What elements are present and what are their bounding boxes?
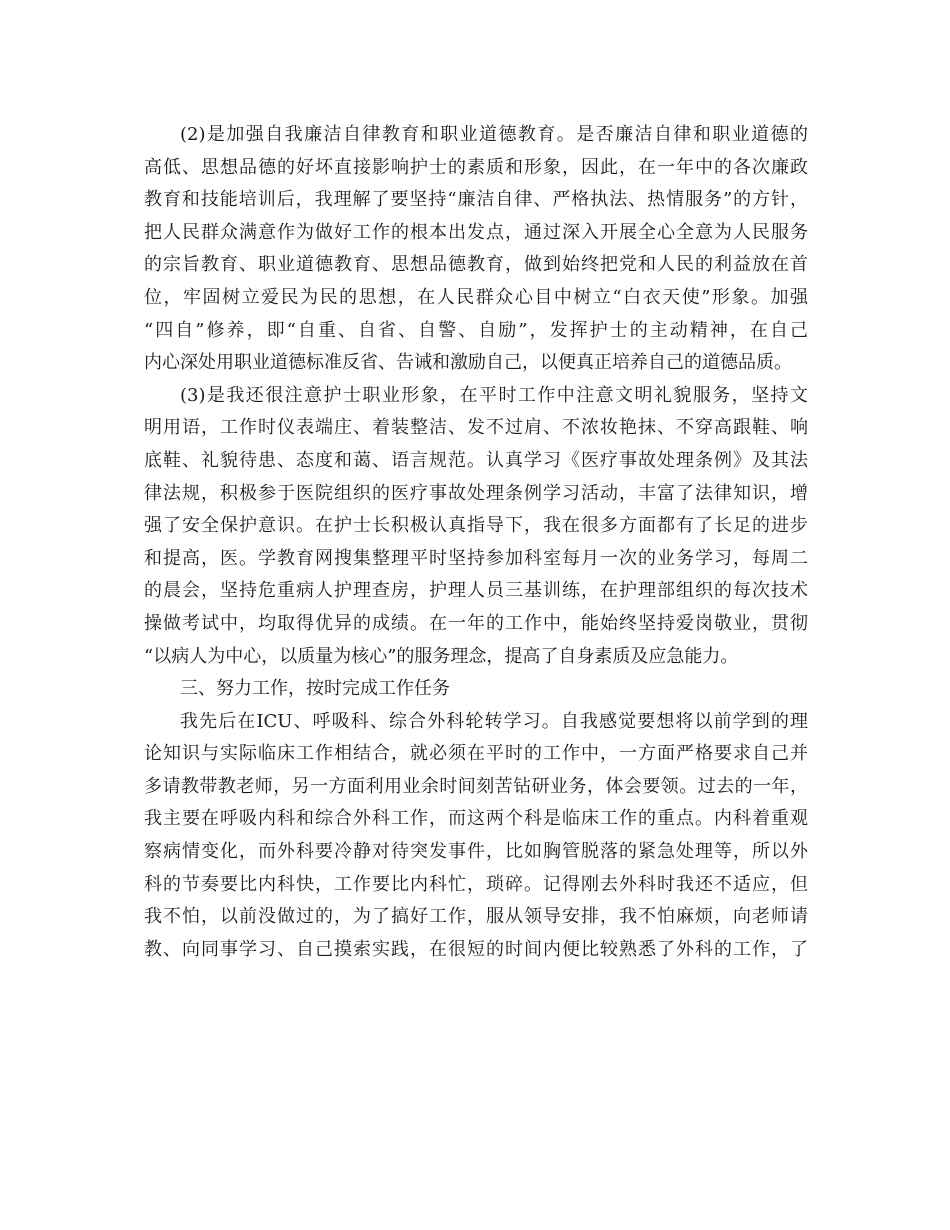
paragraph-3-line-8: 操做考试中，均取得优异的成绩。在一年的工作中，能始终坚持爱岗敬业，贯彻 [144, 612, 808, 634]
paragraph-2-line-4: 把人民群众满意作为做好工作的根本出发点，通过深入开展全心全意为人民服务 [144, 221, 808, 243]
paragraph-2-line-1: (2)是加强自我廉洁自律教育和职业道德教育。是否廉洁自律和职业道德的 [180, 124, 808, 145]
paragraph-2-line-8: 内心深处用职业道德标准反省、告诫和激励自己，以便真正培养自己的道德品质。 [144, 352, 792, 374]
paragraph-3-line-5: 强了安全保护意识。在护士长积极认真指导下，我在很多方面都有了长足的进步 [144, 515, 808, 537]
paragraph-4-line-7: 我不怕，以前没做过的，为了搞好工作，服从领导安排，我不怕麻烦，向老师请 [144, 906, 808, 928]
paragraph-4-line-3: 多请教带教老师，另一方面利用业余时间刻苦钻研业务，体会要领。过去的一年， [144, 775, 808, 797]
paragraph-3-line-9: “以病人为中心，以质量为核心”的服务理念，提高了自身素质及应急能力。 [144, 645, 739, 667]
paragraph-3-line-3: 底鞋、礼貌待患、态度和蔼、语言规范。认真学习《医疗事故处理条例》及其法 [144, 449, 808, 471]
paragraph-4-line-8: 教、向同事学习、自己摸索实践，在很短的时间内便比较熟悉了外科的工作，了 [144, 938, 808, 960]
paragraph-2-line-5: 的宗旨教育、职业道德教育、思想品德教育，做到始终把党和人民的利益放在首 [144, 254, 808, 276]
paragraph-3-line-7: 的晨会，坚持危重病人护理查房，护理人员三基训练，在护理部组织的每次技术 [144, 580, 808, 602]
paragraph-4-line-5: 察病情变化，而外科要冷静对待突发事件，比如胸管脱落的紧急处理等，所以外 [144, 841, 808, 863]
paragraph-2-line-2: 高低、思想品德的好坏直接影响护士的素质和形象，因此，在一年中的各次廉政 [144, 156, 808, 178]
paragraph-2-line-3: 教育和技能培训后，我理解了要坚持“廉洁自律、严格执法、热情服务”的方针， [144, 189, 808, 211]
paragraph-4-line-2: 论知识与实际临床工作相结合，就必须在平时的工作中，一方面严格要求自己并 [144, 743, 808, 765]
paragraph-2-line-6: 位，牢固树立爱民为民的思想，在人民群众心目中树立“白衣天使”形象。加强 [144, 286, 808, 308]
section-heading: 三、努力工作，按时完成工作任务 [180, 678, 450, 700]
paragraph-4-line-4: 我主要在呼吸内科和综合外科工作，而这两个科是临床工作的重点。内科着重观 [144, 808, 808, 830]
paragraph-4-line-1: 我先后在ICU、呼吸科、综合外科轮转学习。自我感觉要想将以前学到的理 [180, 710, 808, 732]
paragraph-4-line-6: 科的节奏要比内科快，工作要比内科忙，琐碎。记得刚去外科时我还不适应，但 [144, 873, 808, 895]
paragraph-3-line-4: 律法规，积极参于医院组织的医疗事故处理条例学习活动，丰富了法律知识，增 [144, 482, 808, 504]
paragraph-2-line-7: “四自”修养，即“自重、自省、自警、自励”，发挥护士的主动精神，在自己 [144, 319, 808, 341]
document-body [144, 119, 808, 966]
paragraph-3-line-2: 明用语，工作时仪表端庄、着装整洁、发不过肩、不浓妆艳抹、不穿高跟鞋、响 [144, 417, 808, 439]
paragraph-3-line-6: 和提高，医。学教育网搜集整理平时坚持参加科室每月一次的业务学习，每周二 [144, 547, 808, 569]
paragraph-3-line-1: (3)是我还很注意护士职业形象，在平时工作中注意文明礼貌服务，坚持文 [180, 384, 808, 406]
